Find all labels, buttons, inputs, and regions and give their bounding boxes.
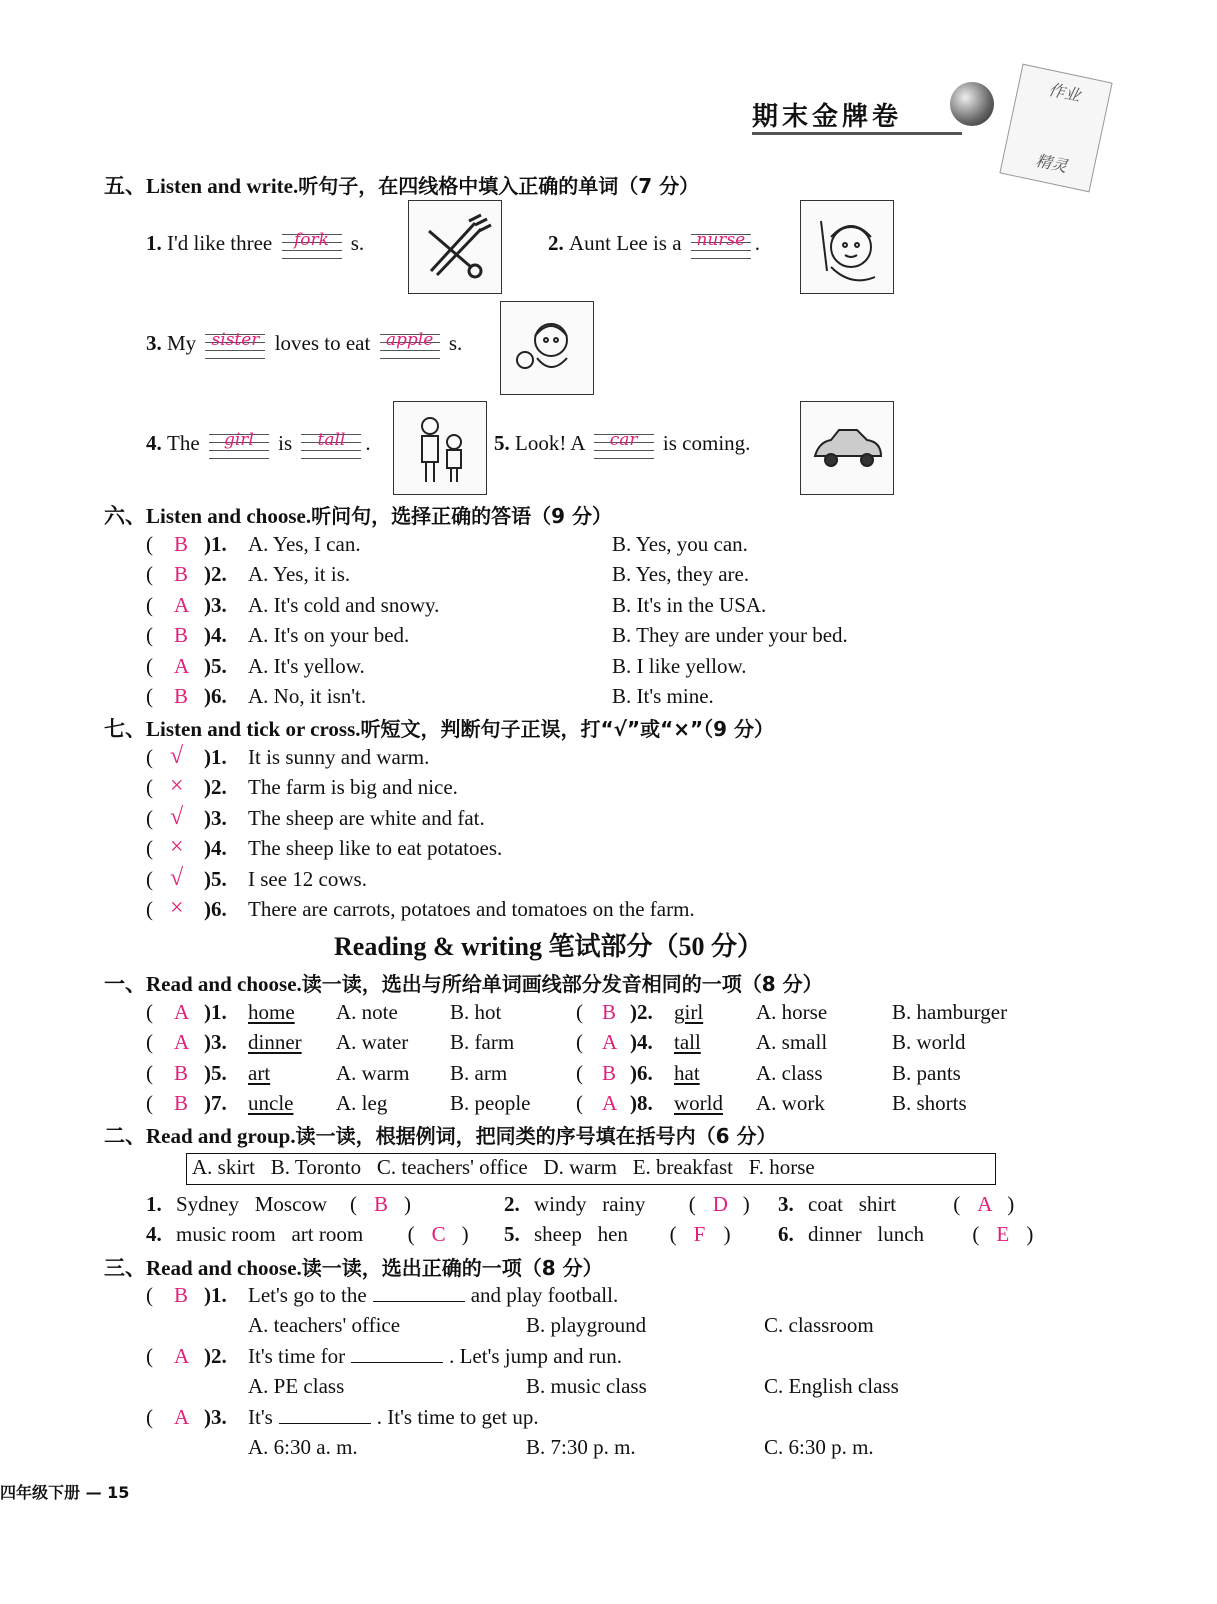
girl-apple-icon xyxy=(500,301,594,395)
option-c: C. English class xyxy=(764,1374,899,1399)
question-pre: It's time for xyxy=(248,1343,346,1368)
paren-open: ( xyxy=(350,1192,357,1216)
paren-open: ( xyxy=(146,532,153,556)
option-a: A. Yes, it is. xyxy=(248,562,351,587)
given-word: hat xyxy=(674,1060,700,1085)
answer-letter: A xyxy=(174,653,190,678)
answer-letter: E xyxy=(996,1222,1010,1246)
sec5-q5: 5. Look! A car is coming. xyxy=(494,428,750,462)
option-a: A. leg xyxy=(336,1091,388,1116)
answer-letter: F xyxy=(693,1222,706,1246)
option-a: A. No, it isn't. xyxy=(248,684,367,708)
answer-letter: A xyxy=(174,1404,190,1429)
answer-letter: B xyxy=(174,562,189,587)
question-number: )6. xyxy=(204,897,227,921)
sec5-q1: 1. I'd like three fork s. xyxy=(146,228,364,262)
option-b: B. Yes, they are. xyxy=(612,562,750,587)
paren-close: ) xyxy=(404,1192,411,1216)
paren-open: ( xyxy=(146,1283,153,1307)
answer-letter: B xyxy=(602,1060,617,1085)
option-c: C. 6:30 p. m. xyxy=(764,1435,874,1459)
word-bank-text: A. skirt B. Toronto C. teachers' office D. warm E. breakfast F. horse xyxy=(192,1155,815,1179)
option-a: A. teachers' office xyxy=(248,1313,401,1338)
paren-close: ) xyxy=(1007,1192,1015,1216)
cross-icon: × xyxy=(170,773,184,800)
tick-icon: √ xyxy=(170,803,184,830)
answer-letter: C xyxy=(431,1222,446,1246)
paren-open: ( xyxy=(953,1192,961,1216)
paren-open: ( xyxy=(688,1192,696,1216)
question-number: )1. xyxy=(204,1000,227,1024)
question-number: )4. xyxy=(204,836,227,861)
paren-open: ( xyxy=(669,1222,677,1246)
option-a: A. warm xyxy=(336,1060,410,1085)
option-b: B. hamburger xyxy=(892,1000,1008,1024)
question-number: )3. xyxy=(204,1030,227,1055)
paren-open: ( xyxy=(146,684,153,708)
answer-nurse: nurse xyxy=(696,230,746,250)
option-b: B. world xyxy=(892,1030,966,1055)
reading-2-title: 二、Read and group.读一读，根据例词，把同类的序号填在括号内（6 分） xyxy=(104,1124,777,1148)
question-number: )2. xyxy=(630,1000,653,1024)
question-number: )3. xyxy=(204,1404,227,1429)
option-a: A. 6:30 a. m. xyxy=(248,1435,358,1459)
answer-letter: A xyxy=(174,1000,190,1024)
option-b: B. They are under your bed. xyxy=(612,623,848,648)
section-5-title: 五、Listen and write.听句子，在四线格中填入正确的单词（7 分） xyxy=(104,174,700,198)
question-text xyxy=(248,1283,618,1308)
paren-close: ) xyxy=(461,1222,469,1246)
answer-letter: B xyxy=(174,684,189,708)
item-number: 1. xyxy=(146,1192,162,1216)
question-pre: It's xyxy=(248,1404,273,1429)
answer-fork: fork xyxy=(294,230,329,250)
question-pre: Let's go to the xyxy=(248,1283,367,1307)
option-a: A. small xyxy=(756,1030,828,1055)
item-number: 4. xyxy=(146,1222,162,1246)
question-number: )6. xyxy=(630,1060,653,1085)
given-word: tall xyxy=(674,1030,701,1055)
option-b: B. pants xyxy=(892,1060,961,1085)
question-number: )2. xyxy=(204,1343,227,1368)
answer-tall: tall xyxy=(317,430,346,450)
question-text xyxy=(248,1344,622,1369)
question-number: )5. xyxy=(204,653,227,678)
paren-open: ( xyxy=(146,1343,153,1368)
option-a: A. It's yellow. xyxy=(248,653,365,678)
paren-open: ( xyxy=(146,592,153,617)
option-c: C. classroom xyxy=(764,1313,874,1338)
answer-sister: sister xyxy=(211,330,260,350)
question-number: )4. xyxy=(204,623,227,648)
paren-open: ( xyxy=(576,1060,583,1085)
option-a: A. horse xyxy=(756,1000,828,1024)
paren-close: ) xyxy=(723,1222,731,1246)
statement: The sheep are white and fat. xyxy=(248,805,485,830)
question-number: )5. xyxy=(204,1060,227,1085)
header-ball-icon xyxy=(950,82,994,126)
option-a: A. note xyxy=(336,1000,398,1024)
paren-open: ( xyxy=(146,836,153,861)
sec5-q2: 2. Aunt Lee is a nurse . xyxy=(548,228,760,262)
question-number: )6. xyxy=(204,684,227,708)
option-b: B. arm xyxy=(450,1060,508,1085)
question-post: and play football. xyxy=(470,1283,619,1307)
statement: I see 12 cows. xyxy=(248,866,367,891)
answer-letter: B xyxy=(174,1060,189,1085)
statement: It is sunny and warm. xyxy=(248,745,430,769)
header-title: 期末金牌卷 xyxy=(752,102,903,132)
item-number: 3. xyxy=(778,1192,794,1216)
answer-blank xyxy=(351,1344,443,1363)
given-word: art xyxy=(248,1060,271,1085)
paren-open: ( xyxy=(407,1222,415,1246)
item-words: sheep hen xyxy=(534,1222,628,1246)
paren-open: ( xyxy=(146,1060,153,1085)
paren-open: ( xyxy=(146,1000,153,1024)
paren-open: ( xyxy=(576,1030,583,1055)
reading-writing-title: Reading & writing 笔试部分（50 分） xyxy=(334,932,764,961)
sec5-q3: 3. My sister loves to eat apple s. xyxy=(146,328,462,362)
fork-icon xyxy=(408,200,502,294)
question-post: . Let's jump and run. xyxy=(449,1343,623,1368)
question-text xyxy=(248,1405,539,1430)
given-word: girl xyxy=(674,1000,704,1024)
paren-open: ( xyxy=(576,1000,583,1024)
section-7-title: 七、Listen and tick or cross.听短文，判断句子正误，打“√”或“×”（9 分） xyxy=(104,717,775,741)
question-number: )8. xyxy=(630,1091,653,1116)
option-b: B. Yes, you can. xyxy=(612,532,748,556)
question-number: )3. xyxy=(204,592,227,617)
tick-icon: √ xyxy=(170,864,184,891)
two-kids-icon xyxy=(393,401,487,495)
answer-letter: A xyxy=(174,1030,190,1055)
car-icon xyxy=(800,401,894,495)
stamp-logo: 作业 精灵 xyxy=(999,64,1112,193)
answer-car: car xyxy=(609,430,638,450)
option-b: B. I like yellow. xyxy=(612,653,747,678)
paren-open: ( xyxy=(146,1404,153,1429)
question-number: )1. xyxy=(204,1283,227,1307)
option-a: A. PE class xyxy=(248,1374,345,1399)
paren-open: ( xyxy=(146,653,153,678)
sec5-q4: 4. The girl is tall . xyxy=(146,428,371,462)
option-a: A. class xyxy=(756,1060,823,1085)
question-number: )2. xyxy=(204,775,227,800)
paren-open: ( xyxy=(146,775,153,800)
paren-open: ( xyxy=(576,1091,583,1116)
answer-letter: D xyxy=(712,1192,728,1216)
answer-letter: B xyxy=(174,532,189,556)
answer-letter: A xyxy=(174,592,190,617)
item-words: music room art room xyxy=(176,1222,364,1246)
answer-letter: B xyxy=(174,1091,189,1116)
answer-letter: A xyxy=(602,1091,618,1116)
option-a: A. It's cold and snowy. xyxy=(248,592,440,617)
option-b: B. 7:30 p. m. xyxy=(526,1435,636,1459)
item-number: 2. xyxy=(504,1192,520,1216)
answer-letter: A xyxy=(977,1192,993,1216)
paren-open: ( xyxy=(146,562,153,587)
option-b: B. shorts xyxy=(892,1091,967,1116)
reading-1-title: 一、Read and choose.读一读，选出与所给单词画线部分发音相同的一项（8 分） xyxy=(104,972,823,996)
option-b: B. playground xyxy=(526,1313,647,1338)
item-number: 5. xyxy=(504,1222,520,1246)
nurse-icon xyxy=(800,200,894,294)
answer-letter: B xyxy=(174,623,189,648)
paren-open: ( xyxy=(972,1222,980,1246)
section-6-title: 六、Listen and choose.听问句，选择正确的答语（9 分） xyxy=(104,504,612,528)
cross-icon: × xyxy=(170,834,184,861)
footer-page: 四年级下册 — 15 xyxy=(0,1483,130,1502)
question-number: )7. xyxy=(204,1091,227,1116)
given-word: home xyxy=(248,1000,295,1024)
paren-open: ( xyxy=(146,1091,153,1116)
statement: The sheep like to eat potatoes. xyxy=(248,836,503,861)
item-words: windy rainy xyxy=(534,1192,646,1216)
reading-3-title: 三、Read and choose.读一读，选出正确的一项（8 分） xyxy=(104,1256,603,1280)
item-words: dinner lunch xyxy=(808,1222,925,1246)
question-number: )3. xyxy=(204,805,227,830)
question-number: )4. xyxy=(630,1030,653,1055)
question-number: )1. xyxy=(204,745,227,769)
question-number: )5. xyxy=(204,866,227,891)
answer-letter: A xyxy=(602,1030,618,1055)
answer-letter: B xyxy=(374,1192,389,1216)
given-word: dinner xyxy=(248,1030,302,1055)
question-number: )1. xyxy=(204,532,227,556)
question-post: . It's time to get up. xyxy=(376,1404,539,1429)
given-word: world xyxy=(674,1091,723,1116)
answer-letter: B xyxy=(174,1283,189,1307)
item-number: 6. xyxy=(778,1222,794,1246)
header-rule xyxy=(752,132,962,135)
paren-open: ( xyxy=(146,866,153,891)
answer-letter: B xyxy=(602,1000,617,1024)
statement: The farm is big and nice. xyxy=(248,775,458,800)
option-a: A. Yes, I can. xyxy=(248,532,361,556)
answer-girl: girl xyxy=(223,430,254,450)
option-b: B. music class xyxy=(526,1374,647,1399)
paren-open: ( xyxy=(146,745,153,769)
answer-blank xyxy=(279,1405,371,1424)
cross-icon: × xyxy=(170,895,184,921)
item-words: coat shirt xyxy=(808,1192,897,1216)
paren-close: ) xyxy=(1026,1222,1034,1246)
paren-open: ( xyxy=(146,1030,153,1055)
item-words: Sydney Moscow xyxy=(176,1192,328,1216)
question-number: )2. xyxy=(204,562,227,587)
statement: There are carrots, potatoes and tomatoes on the farm. xyxy=(248,897,695,921)
paren-close: ) xyxy=(742,1192,750,1216)
option-b: B. It's mine. xyxy=(612,684,714,708)
option-b: B. It's in the USA. xyxy=(612,592,767,617)
tick-icon: √ xyxy=(170,743,184,769)
option-b: B. farm xyxy=(450,1030,515,1055)
option-a: A. It's on your bed. xyxy=(248,623,410,648)
option-b: B. hot xyxy=(450,1000,502,1024)
paren-open: ( xyxy=(146,805,153,830)
paren-open: ( xyxy=(146,623,153,648)
option-b: B. people xyxy=(450,1091,531,1116)
option-a: A. work xyxy=(756,1091,825,1116)
answer-blank xyxy=(373,1283,465,1302)
answer-letter: A xyxy=(174,1343,190,1368)
paren-open: ( xyxy=(146,897,153,921)
option-a: A. water xyxy=(336,1030,409,1055)
given-word: uncle xyxy=(248,1091,294,1116)
answer-apple: apple xyxy=(385,330,434,350)
